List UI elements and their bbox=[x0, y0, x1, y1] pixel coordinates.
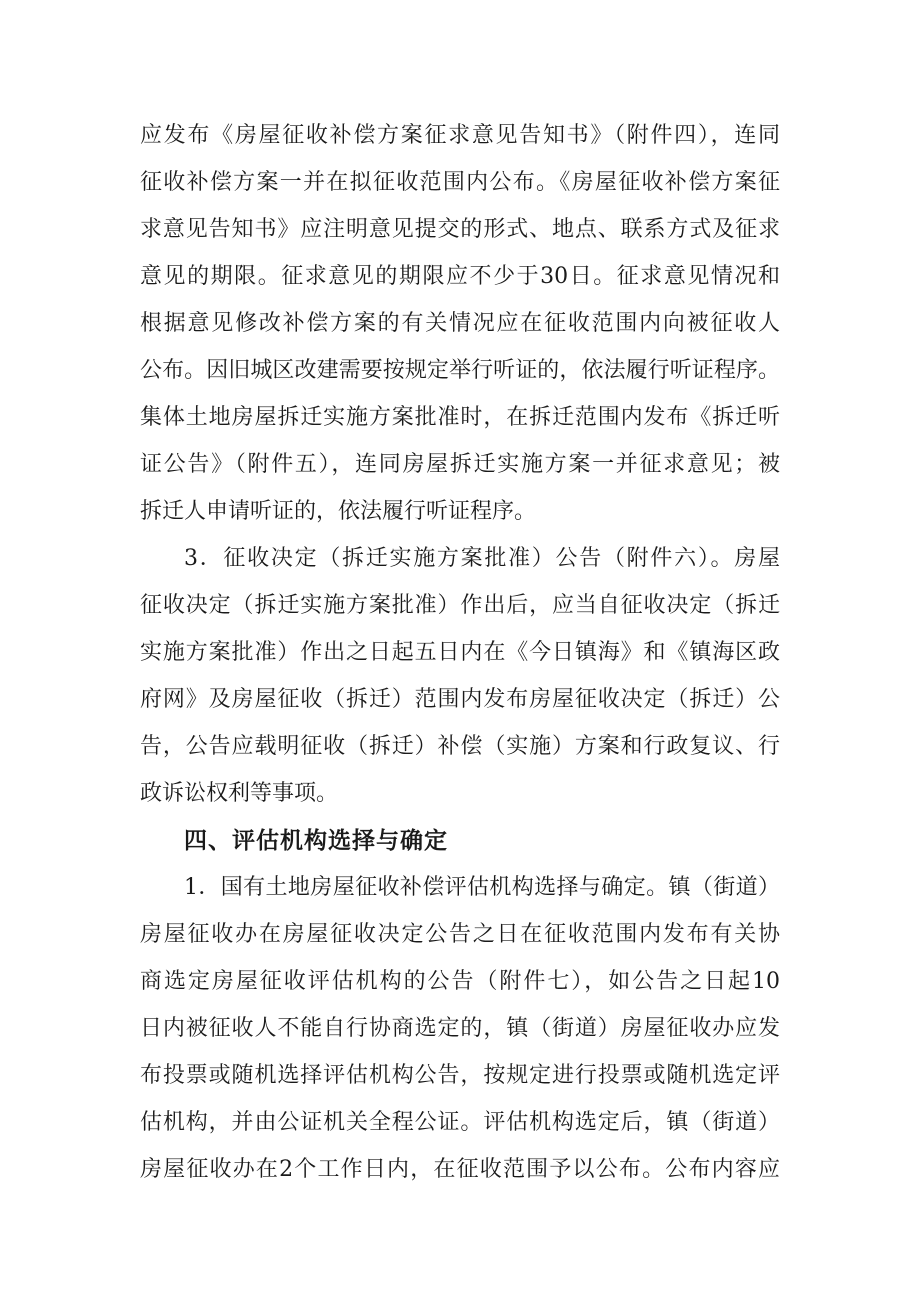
paragraph-line: 估机构，并由公证机关全程公证。评估机构选定后，镇（街道） bbox=[140, 1110, 780, 1135]
paragraph-line: 房屋征收办在房屋征收决定公告之日在征收范围内发布有关协 bbox=[140, 922, 780, 947]
paragraph-line: 应发布《房屋征收补偿方案征求意见告知书》（附件四），连同 bbox=[140, 123, 780, 148]
paragraph-line: 实施方案批准）作出之日起五日内在《今日镇海》和《镇海区政 bbox=[140, 640, 780, 665]
paragraph-line: 求意见告知书》应注明意见提交的形式、地点、联系方式及征求 bbox=[140, 217, 780, 242]
section-heading: 四、评估机构选择与确定 bbox=[184, 828, 448, 854]
paragraph-line: 征收决定（拆迁实施方案批准）作出后，应当自征收决定（拆迁 bbox=[140, 593, 780, 618]
paragraph-line: 商选定房屋征收评估机构的公告（附件七），如公告之日起10 bbox=[140, 969, 780, 994]
paragraph-line: 房屋征收办在2个工作日内，在征收范围予以公布。公布内容应 bbox=[140, 1157, 780, 1182]
paragraph-line: 根据意见修改补偿方案的有关情况应在征收范围内向被征收人 bbox=[140, 311, 780, 336]
paragraph-line: 拆迁人申请听证的，依法履行听证程序。 bbox=[140, 499, 537, 524]
paragraph-line: 1．国有土地房屋征收补偿评估机构选择与确定。镇（街道） bbox=[184, 875, 780, 900]
paragraph-line: 日内被征收人不能自行协商选定的，镇（街道）房屋征收办应发 bbox=[140, 1016, 780, 1041]
paragraph-line: 3．征收决定（拆迁实施方案批准）公告（附件六）。房屋 bbox=[184, 546, 780, 571]
paragraph-line: 意见的期限。征求意见的期限应不少于30日。征求意见情况和 bbox=[140, 264, 780, 289]
paragraph-line: 政诉讼权利等事项。 bbox=[140, 781, 339, 806]
paragraph-line: 征收补偿方案一并在拟征收范围内公布。《房屋征收补偿方案征 bbox=[140, 170, 780, 195]
paragraph-line: 证公告》（附件五），连同房屋拆迁实施方案一并征求意见；被 bbox=[140, 452, 780, 477]
paragraph-line: 告，公告应载明征收（拆迁）补偿（实施）方案和行政复议、行 bbox=[140, 734, 780, 759]
paragraph-line: 布投票或随机选择评估机构公告，按规定进行投票或随机选定评 bbox=[140, 1063, 780, 1088]
paragraph-line: 集体土地房屋拆迁实施方案批准时，在拆迁范围内发布《拆迁听 bbox=[140, 405, 780, 430]
paragraph-line: 公布。因旧城区改建需要按规定举行听证的，依法履行听证程序。 bbox=[140, 358, 780, 383]
paragraph-line: 府网》及房屋征收（拆迁）范围内发布房屋征收决定（拆迁）公 bbox=[140, 687, 780, 712]
